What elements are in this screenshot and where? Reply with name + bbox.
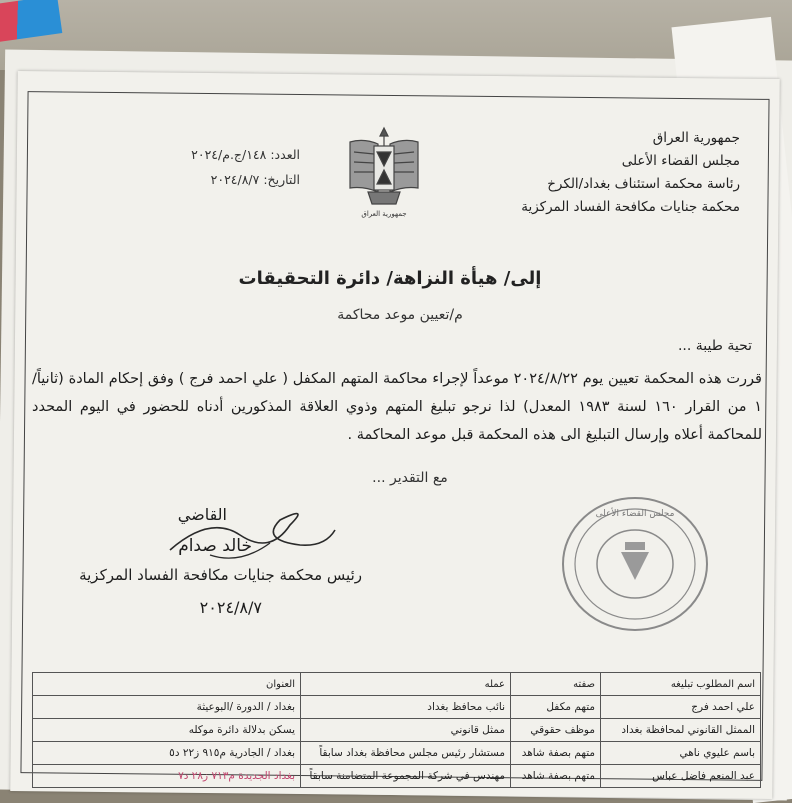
cell-address: يسكن بدلالة دائرة موكله [33, 719, 301, 742]
header-country: جمهورية العراق [652, 130, 740, 146]
col-header-job: عمله [301, 673, 511, 696]
header-court: محكمة جنايات مكافحة الفساد المركزية [521, 199, 740, 215]
cell-capacity: موظف حقوقي [511, 719, 601, 742]
document-number: العدد: ١٤٨/ج.م/٢٠٢٤ [191, 147, 300, 162]
cell-capacity: متهم بصفة شاهد [511, 742, 601, 765]
signature-block [32, 505, 362, 617]
addressee-line: إلى/ هيأة النزاهة/ دائرة التحقيقات [238, 268, 542, 289]
body-paragraph: قررت هذه المحكمة تعيين يوم ٢٠٢٤/٨/٢٢ موعداً لإجراء محاكمة المتهم المكفل ( علي احمد فرج ) وفق إحكام المادة (ثانياً/١ من القرار ١٦٠ لسنة ١٩٨٣ المعدل) لذا نرجو تبليغ المتهم وذوي العلاقة المذكورين أدناه للحضور في اليوم المحدد للمحاكمة أعلاه وإرسال التبليغ الى هذه المحكمة قبل موعد المحاكمة . [32, 371, 762, 443]
header-left [130, 142, 300, 192]
table-header-row [33, 673, 761, 696]
header-right [440, 127, 740, 219]
cell-address: بغداد / الدورة /البوعيثة [33, 696, 301, 719]
subject-line: م/تعيين موعد محاكمة [337, 307, 463, 323]
table-row [33, 742, 761, 765]
cell-name: الممثل القانوني لمحافظة بغداد [601, 719, 761, 742]
cell-job: مستشار رئيس مجلس محافظة بغداد سابقاً [301, 742, 511, 765]
cell-job: مهندس في شركة المجموعة المتضامنة سابقاً [301, 765, 511, 788]
emblem-caption: جمهورية العراق [361, 210, 407, 218]
table-row [33, 765, 761, 788]
cell-job: ممثل قانوني [301, 719, 511, 742]
cell-job: نائب محافظ بغداد [301, 696, 511, 719]
cell-name: عبد المنعم فاضل عباس [601, 765, 761, 788]
regards-line: مع التقدير ... [372, 470, 448, 486]
eagle-emblem-icon [344, 122, 424, 222]
header-council: مجلس القضاء الأعلى [621, 153, 740, 169]
table-row [33, 696, 761, 719]
signature-date: ٢٠٢٤/٨/٧ [199, 598, 262, 617]
judge-name: خالد صدام [178, 536, 252, 556]
greeting-line: تحية طيبة ... [677, 338, 752, 354]
seal-text: مجلس القضاء الأعلى [595, 509, 675, 519]
cell-capacity: متهم بصفة شاهد [511, 765, 601, 788]
header-presidency: رئاسة محكمة استئناف بغداد/الكرخ [547, 176, 740, 192]
cell-address: بغداد / الجادرية م٩١٥ ز٢٢ د٥ [33, 742, 301, 765]
col-header-address: العنوان [33, 673, 301, 696]
document-date: التاريخ: ٢٠٢٤/٨/٧ [210, 172, 300, 187]
judge-position: رئيس محكمة جنايات مكافحة الفساد المركزية [79, 566, 362, 584]
col-header-capacity: صفته [511, 673, 601, 696]
table-row [33, 719, 761, 742]
cell-name: باسم عليوي ناهي [601, 742, 761, 765]
judge-title: القاضي [177, 505, 227, 524]
court-seal-icon [555, 492, 715, 642]
recipients-table [32, 672, 761, 788]
cell-address: بغداد الجديدة م٧١٣ ز٢٨ د٧ [33, 765, 301, 788]
cell-capacity: متهم مكفل [511, 696, 601, 719]
cell-name: علي احمد فرج [601, 696, 761, 719]
col-header-name: اسم المطلوب تبليغه [601, 673, 761, 696]
